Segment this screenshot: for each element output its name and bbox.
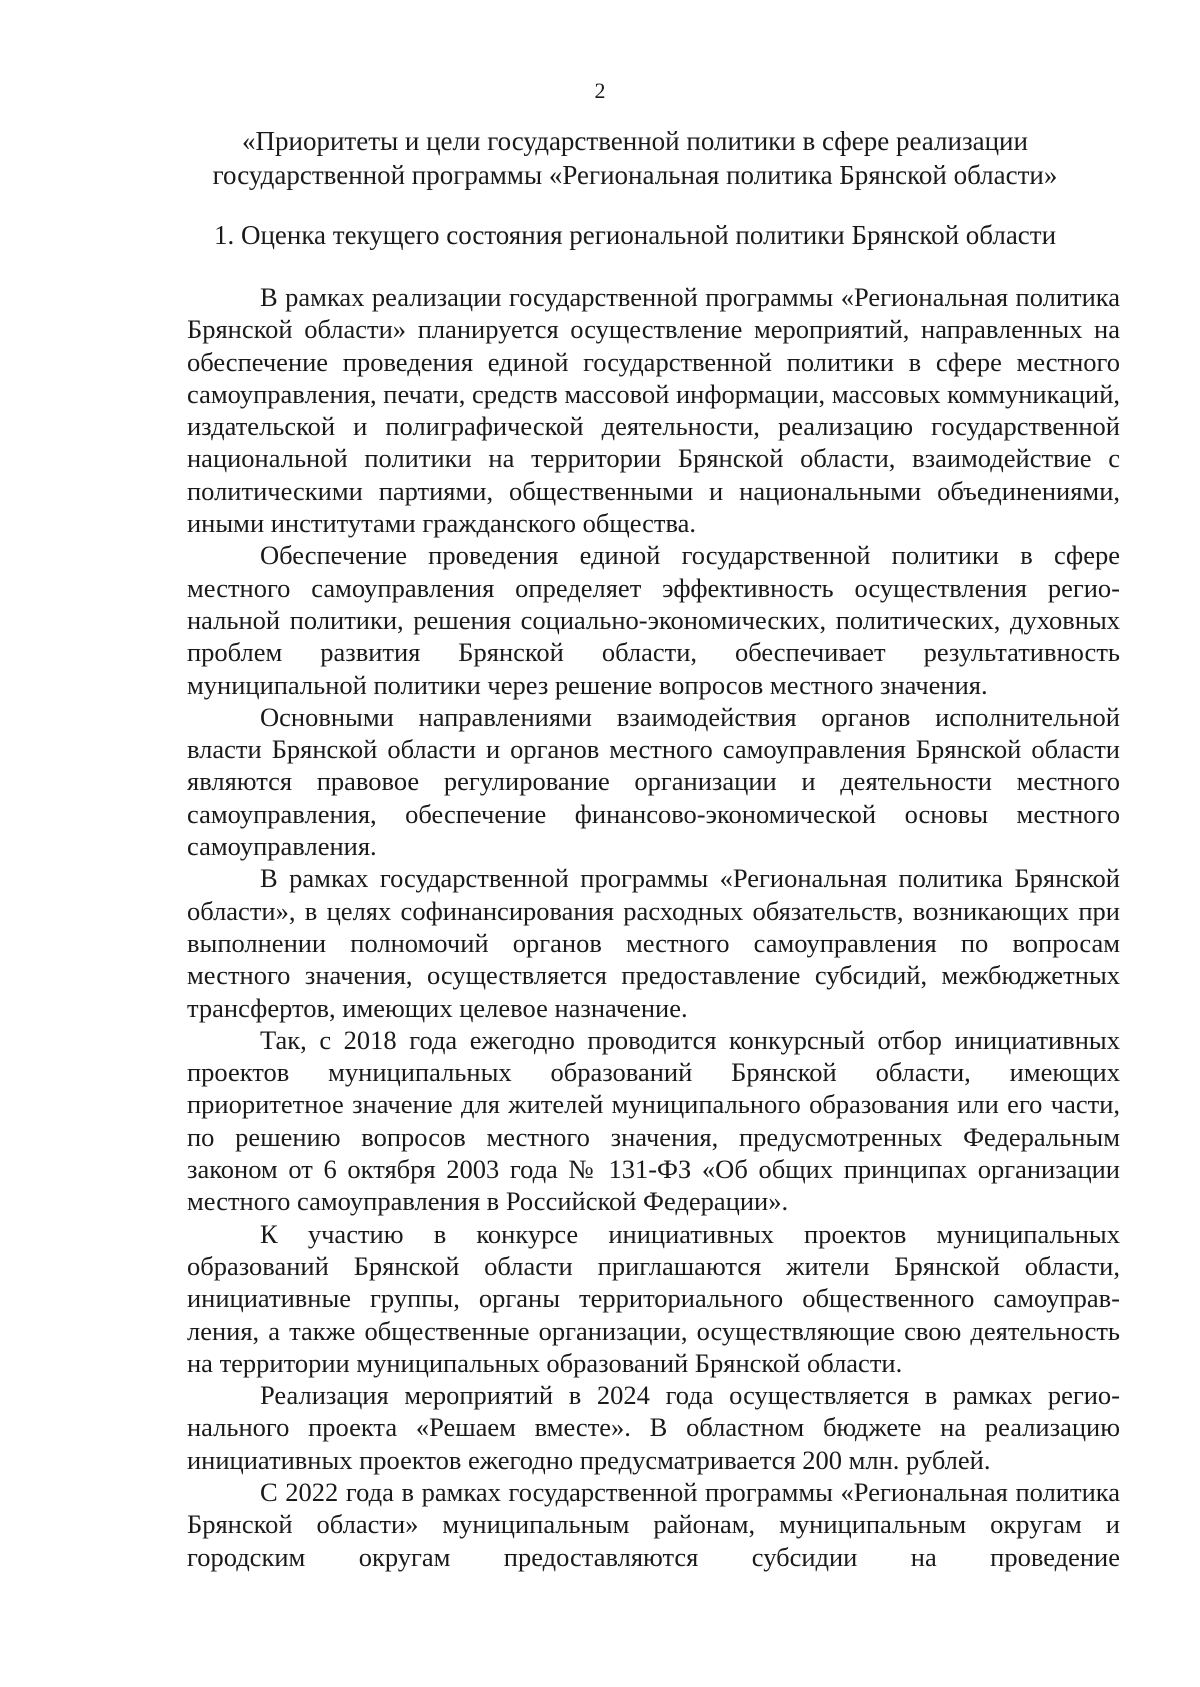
- paragraph: Обеспечение проведения единой государственной политики в сфере местного самоуправления определяет эффективность осуществления региональной политики, решения социально-экономических, политических, духовных проблем развития Брянской области, обеспечивает результативность муниципальной политики через решение вопросов местного значения.: [187, 540, 1120, 700]
- paragraph: Основными направлениями взаимодействия органов исполнительной власти Брянской области и органов местного самоуправления Брянской области являются правовое регулирование организации и деятельности местного самоуправления, обеспечение финансово-экономической основы местного самоуправления.: [187, 701, 1120, 862]
- document-title: «Приоритеты и цели государственной политики в сфере реализации государственной программы «Региональная политика Брянской области»: [212, 126, 1058, 190]
- body-text: [187, 281, 1120, 1573]
- page-number: 2: [594, 78, 606, 103]
- paragraph: В рамках реализации государственной программы «Региональная политика Брянской области» планируется осуществление мероприятий, направленных на обеспечение проведения единой государственной политики в сфере местного самоуправления, печати, средств массовой информации, массовых коммуникаций, издательской и полиграфической деятельности, реализацию государственной национальной политики на территории Брянской области, взаимодействие с политическими партиями, общественными и национальными объединениями, иными институтами гражданского общества.: [187, 282, 1120, 539]
- paragraph: С 2022 года в рамках государственной программы «Региональная политика Брянской области» муниципальным районам, муниципальным округам и городским округам предоставляются субсидии на проведение: [187, 1476, 1120, 1572]
- section-heading: 1. Оценка текущего состояния региональной политики Брянской области: [213, 220, 1057, 250]
- paragraph: В рамках государственной программы «Региональная политика Брянской области», в целях софинансирования расходных обязательств, возникающих при выполнении полномочий органов местного самоуправления по вопросам местного значения, осуществляется предоставление субсидий, межбюджетных трансфертов, имеющих целевое назначение.: [187, 863, 1120, 1023]
- paragraph: Реализация мероприятий в 2024 года осуществляется в рамках регионального проекта «Решаем вместе». В областном бюджете на реализацию инициативных проектов ежегодно предусматривается 200 млн. рублей.: [187, 1380, 1120, 1475]
- paragraph: К участию в конкурсе инициативных проектов муниципальных образований Брянской области приглашаются жители Брянской области, инициативные группы, органы территориального общественного самоуправления, а также общественные организации, осуществляющие свою деятельность на территории муниципальных образований Брянской области.: [187, 1218, 1120, 1378]
- paragraph: Так, с 2018 года ежегодно проводится конкурсный отбор инициативных проектов муниципальных образований Брянской области, имеющих приоритетное значение для жителей муниципального образования или его части, по решению вопросов местного значения, предусмотренных Федеральным законом от 6 октября 2003 года № 131-ФЗ «Об общих принципах организации местного самоуправления в Российской Федерации».: [187, 1024, 1120, 1217]
